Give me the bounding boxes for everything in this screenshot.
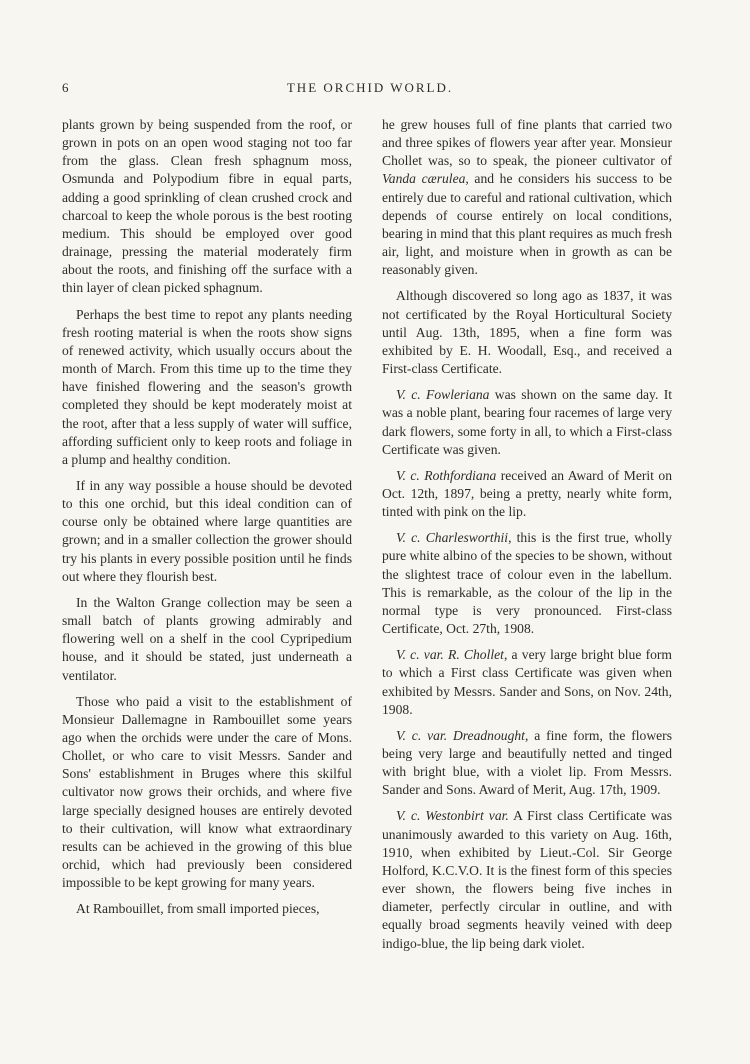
variety-name: V. c. Rothfordiana bbox=[396, 467, 497, 483]
paragraph: plants grown by being suspended from the roof, or grown in pots on an open wood staging not too far from the glass. Clean fresh sphagnum moss, Osmunda and Polypodium fibre in equal parts, adding a good sprinkling of clean crushed crock and charcoal to keep the whole porous is the best rooting medium. This should be employed over good drainage, pressing the material moderately firm about the roots, and finishing off the surface with a thin layer of clean picked sphagnum. bbox=[62, 117, 352, 296]
variety-name: V. c. Westonbirt var. bbox=[396, 808, 509, 824]
paragraph-text: , a fine form, the flowers being very large and beautifully netted and tinged with bright blue, with a violet lip. From Messrs. Sander and Sons. Award of Merit, Aug. 17th, 1909. bbox=[382, 727, 672, 798]
species-name: Vanda cærulea bbox=[382, 171, 466, 187]
paragraph-text: was shown on the same day. It was a noble plant, bearing four racemes of large very dark flowers, some forty in all, to which a First-class Certificate was given. bbox=[382, 387, 672, 457]
variety-name: V. c. Charlesworthii bbox=[396, 530, 509, 546]
paragraph: Perhaps the best time to repot any plants needing fresh rooting material is when the roots show signs of renewed activity, which usually occurs about the month of March. From this time up to the time they have finished flowering and the season's growth completed they should be kept moderately moist at the root, after that a less supply of water will suffice, affording sufficient only to keep roots and foliage in a plump and healthy condition. bbox=[62, 306, 352, 467]
paragraph: If in any way possible a house should be devoted to this one orchid, but this ideal condition can of course only be obtained where large quantities are grown; and in a smaller collection the grower should try his plants in every possible position until he finds out where they flourish best. bbox=[62, 477, 352, 584]
paragraph-text: , this is the first true, wholly pure white albino of the species to be shown, without the slightest trace of colour even in the labellum. This is remarkable, as the colour of the lip in the normal type is very pronounced. First-class Certificate, Oct. 27th, 1908. bbox=[382, 530, 672, 637]
variety-name: V. c. var. R. Chollet bbox=[396, 647, 504, 663]
paragraph bbox=[382, 467, 672, 521]
paragraph bbox=[382, 807, 672, 952]
variety-name: V. c. Fowleriana bbox=[396, 387, 490, 403]
paragraph-text: A First class Certificate was unanimously awarded to this variety on Aug. 16th, 1910, when exhibited by Lieut.-Col. Sir George Holford, K.C.V.O. It is the finest form of this species ever shown, the flowers being five inches in diameter, perfectly circular in outline, and with equally broad segments heavily veined with deep indigo-blue, the lip being dark violet. bbox=[382, 808, 672, 951]
paragraph: Although discovered so long ago as 1837, it was not certificated by the Royal Horticultural Society until Aug. 13th, 1895, when a fine form was exhibited by E. H. Woodall, Esq., and received a First-class Certificate. bbox=[382, 288, 672, 377]
paragraph-text: , and he considers his success to be entirely due to careful and rational cultivation, which depends of course entirely on local conditions, bearing in mind that this plant requires as much fresh air, light, and moisture when in growth as can be reasonably given. bbox=[382, 171, 672, 278]
left-column bbox=[62, 116, 352, 919]
paragraph-text: , a very large bright blue form to which a First class Certificate was given when exhibited by Messrs. Sander and Sons, on Nov. 24th, 1908. bbox=[382, 647, 672, 717]
paragraph-text: received an Award of Merit on Oct. 12th, 1897, being a pretty, nearly white form, tinted with pink on the lip. bbox=[382, 467, 672, 520]
paragraph: In the Walton Grange collection may be seen a small batch of plants growing admirably and flowering well on a shelf in the cool Cypripedium house, and it should be stated, just underneath a ventilator. bbox=[62, 594, 352, 683]
paragraph bbox=[382, 386, 672, 459]
paragraph: At Rambouillet, from small imported pieces, bbox=[76, 901, 320, 917]
journal-title: THE ORCHID WORLD. bbox=[286, 80, 454, 95]
paragraph bbox=[382, 646, 672, 719]
paragraph: Those who paid a visit to the establishment of Monsieur Dallemagne in Rambouillet some years ago when the orchids were under the care of Mons. Chollet, or who care to visit Messrs. Sander and Sons' establishment in Bruges where this skilful cultivator now grows their orchids, and where five large specially designed houses are entirely devoted to their cultivation, will know what extraordinary results can be achieved in the growing of this blue orchid, which had previously been considered impossible to be kept growing for many years. bbox=[62, 693, 352, 891]
running-head bbox=[62, 80, 678, 100]
right-column bbox=[382, 116, 672, 953]
paragraph bbox=[382, 116, 672, 279]
variety-name: V. c. var. Dreadnought bbox=[396, 727, 525, 743]
paragraph bbox=[382, 727, 672, 800]
paragraph-text: he grew houses full of fine plants that carried two and three spikes of flowers year after year. Monsieur Chollet was, so to speak, the pioneer cultivator of bbox=[382, 117, 672, 169]
page-number: 6 bbox=[62, 80, 69, 95]
paragraph bbox=[382, 529, 672, 638]
